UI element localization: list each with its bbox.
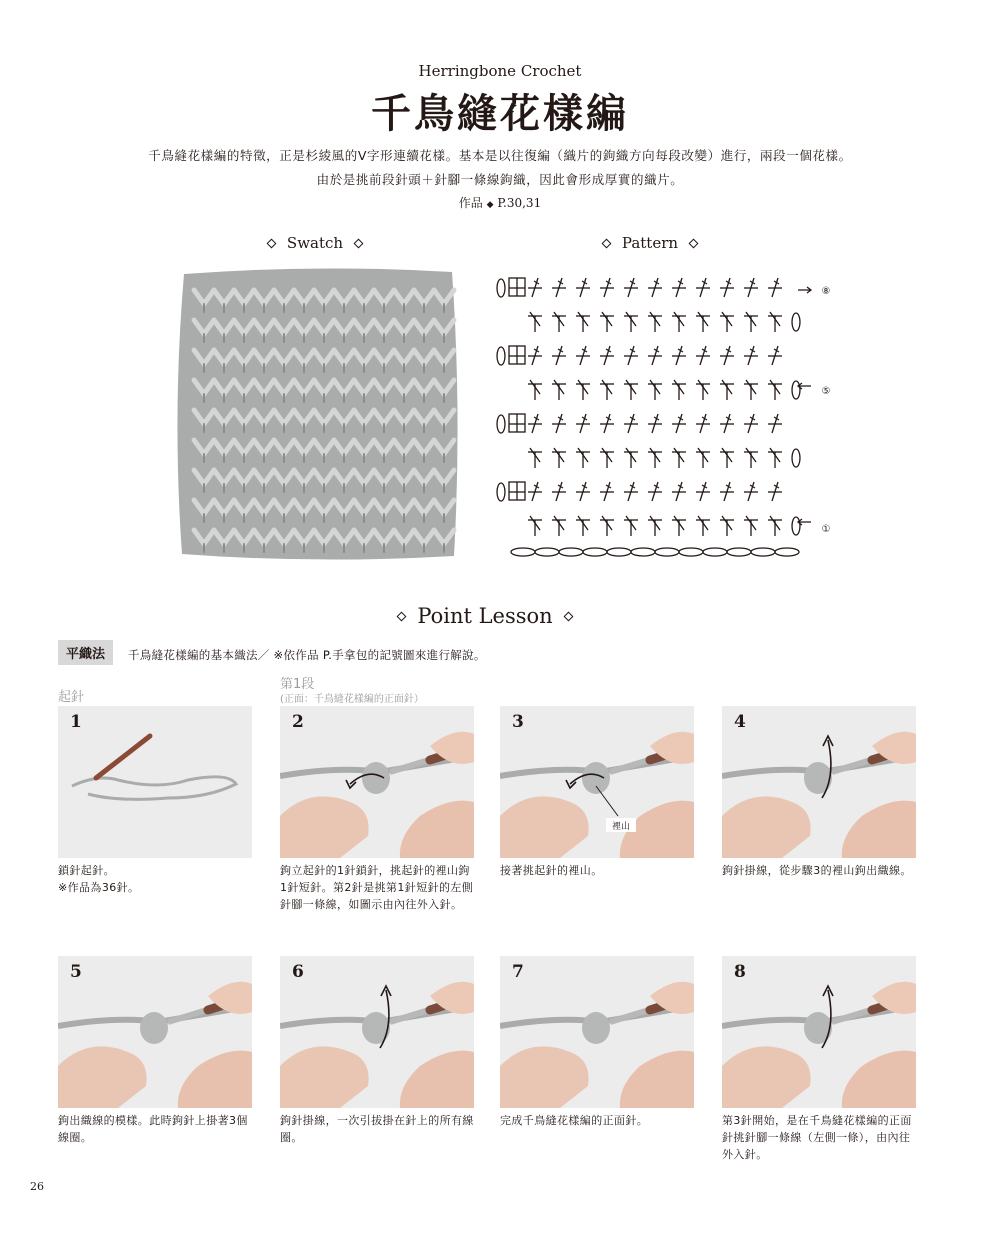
- step-caption-1: 鎖針起針。 ※作品為36針。: [58, 864, 140, 894]
- section-label-start: 起針: [58, 690, 85, 705]
- diamond-icon: ◆: [486, 200, 494, 210]
- base-chain: [727, 548, 751, 556]
- step-photo-8: [722, 956, 916, 1108]
- step-number: 4: [734, 712, 746, 732]
- chain-loop: [497, 347, 505, 365]
- diamond-icon: [354, 238, 364, 248]
- chain-loop: [792, 381, 800, 399]
- pattern-chart: [493, 270, 833, 570]
- annotation-label: 裡山: [611, 822, 631, 832]
- swatch-image: [170, 264, 464, 564]
- point-lesson-heading-text: Point Lesson: [417, 604, 553, 628]
- step-illustration: [280, 706, 474, 858]
- point-lesson-heading: [0, 604, 970, 628]
- base-chain: [751, 548, 775, 556]
- step-caption-2: 鉤立起針的1針鎖針，挑起針的裡山鉤1針短針。第2針是挑第1針短針的左側針腳一條線，如圖示由內往外入針。: [280, 864, 474, 911]
- diamond-icon: [266, 238, 276, 248]
- swatch-heading-text: Swatch: [286, 234, 344, 252]
- row-marker-1: ①: [821, 524, 831, 535]
- english-title: Herringbone Crochet: [418, 62, 582, 80]
- step-photo-5: [58, 956, 252, 1108]
- step-number: 1: [70, 712, 82, 732]
- reference-prefix: 作品: [458, 196, 483, 210]
- step-caption-6: 鉤針掛線，一次引拔掛在針上的所有線圈。: [280, 1114, 474, 1144]
- step-illustration: [500, 956, 694, 1108]
- base-chain: [655, 548, 679, 556]
- step-illustration: [500, 706, 694, 858]
- page-title: 千鳥縫花樣編: [371, 91, 629, 137]
- step-illustration: [280, 956, 474, 1108]
- base-chain: [775, 548, 799, 556]
- chain-loop: [792, 313, 800, 331]
- base-chain: [583, 548, 607, 556]
- step-photo-1: [58, 706, 252, 858]
- diamond-icon: [397, 612, 407, 622]
- step-caption-4: 鉤針掛線，從步驟3的裡山鉤出織線。: [722, 864, 912, 877]
- lesson-description: 千鳥縫花樣編的基本織法／ ※依作品 P.手拿包的記號圖來進行解說。: [128, 648, 486, 662]
- step-number: 6: [292, 962, 304, 982]
- step-number: 2: [292, 712, 304, 732]
- step-photo-4: [722, 706, 916, 858]
- step-illustration: [722, 706, 916, 858]
- chain-loop: [497, 279, 505, 297]
- step-caption-5: 鉤出織線的模樣。此時鉤針上掛著3個線圈。: [58, 1114, 248, 1144]
- step-illustration: [722, 956, 916, 1108]
- technique-tag: 平織法: [58, 640, 113, 665]
- base-chain: [631, 548, 655, 556]
- step-caption-8: 第3針開始，是在千鳥縫花樣編的正面針挑針腳一條線（左側一條），由內往外入針。: [722, 1114, 912, 1161]
- step-caption-7: 完成千鳥縫花樣編的正面針。: [500, 1114, 649, 1127]
- intro-line-2: 由於是挑前段針頭＋針腳一條線鉤織，因此會形成厚實的織片。: [316, 172, 684, 187]
- row-marker-8: ⑧: [821, 286, 831, 297]
- base-chain: [535, 548, 559, 556]
- section-label-row1-sub: (正面：千鳥縫花樣編的正面針）: [280, 694, 424, 705]
- step-photo-7: [500, 956, 694, 1108]
- base-chain: [559, 548, 583, 556]
- row-marker-5: ⑤: [821, 386, 831, 397]
- step-photo-6: [280, 956, 474, 1108]
- diamond-icon: [689, 238, 699, 248]
- step-illustration: [58, 706, 252, 858]
- reference-pages: P.30,31: [497, 196, 542, 210]
- pattern-heading-text: Pattern: [621, 234, 679, 252]
- step-number: 8: [734, 962, 746, 982]
- project-reference: [0, 194, 1000, 211]
- chain-loop: [792, 449, 800, 467]
- step-photo-2: [280, 706, 474, 858]
- chain-loop: [497, 483, 505, 501]
- step-number: 5: [70, 962, 82, 982]
- diamond-icon: [563, 612, 573, 622]
- base-chain: [511, 548, 535, 556]
- base-chain: [703, 548, 727, 556]
- page-number: 26: [30, 1180, 44, 1193]
- step-number: 3: [512, 712, 524, 732]
- step-photo-3: [500, 706, 694, 858]
- chain-loop: [792, 517, 800, 535]
- step-illustration: [58, 956, 252, 1108]
- swatch-heading: [170, 234, 460, 252]
- pattern-heading: [500, 234, 800, 252]
- base-chain: [607, 548, 631, 556]
- intro-line-1: 千鳥縫花樣編的特徵，正是杉綾風的V字形連續花樣。基本是以往復編（織片的鉤織方向每段改變）進行，兩段一個花樣。: [148, 148, 852, 163]
- section-label-row1: 第1段: [280, 677, 315, 692]
- step-number: 7: [512, 962, 524, 982]
- base-chain: [679, 548, 703, 556]
- step-caption-3: 接著挑起針的裡山。: [500, 864, 603, 877]
- chain-loop: [497, 415, 505, 433]
- diamond-icon: [601, 238, 611, 248]
